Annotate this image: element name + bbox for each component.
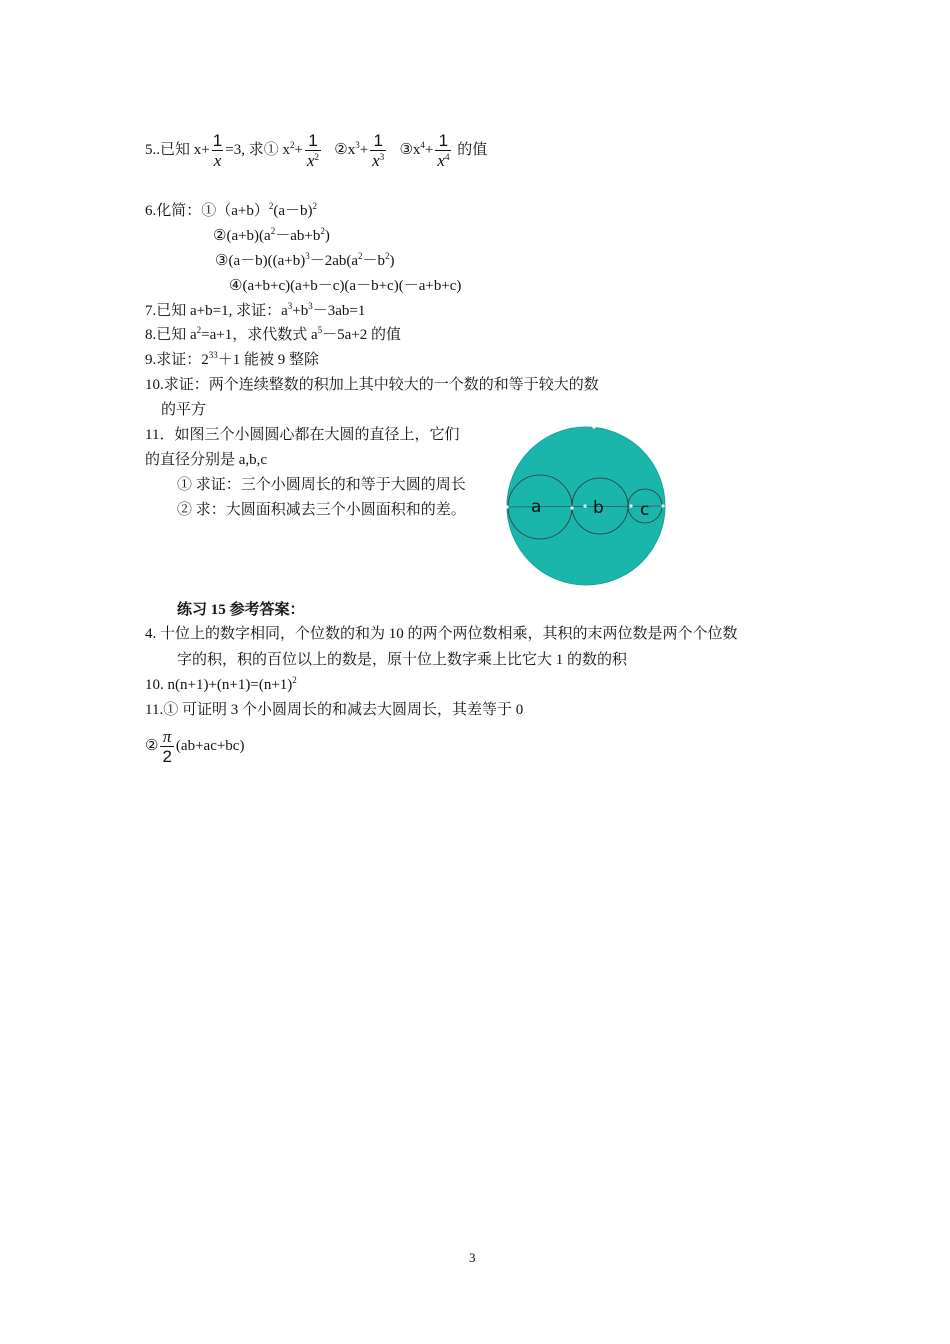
fraction-1-over-x4: $\frac{1}{x^4}$ (437, 131, 450, 171)
answer-10: 10. $n(n+1)+(n+1)=(n+1)^2$ (145, 675, 297, 693)
fraction-1-over-x2: $\frac{1}{x^2}$ (306, 131, 319, 171)
question-8: 8.已知 $a^2=a+1$，求代数式 $a^5-5a+2$ 的值 (145, 325, 402, 343)
point-left (505, 505, 508, 508)
label-c: c (640, 500, 650, 520)
label-a: a (531, 497, 542, 517)
point-c-center (629, 504, 632, 507)
question-9: 9.求证：$2^{33}+1$ 能被 9 整除 (145, 350, 320, 368)
point-b-center (583, 504, 586, 507)
q5-suffix: 的值 (457, 142, 488, 158)
question-5: 5..已知 x+ $\frac{1}{x}$ =3, 求① $x^2+$ $\frac{1}{x^2}$ $②x^3+$ $\frac{1}{x^3}$ $③x^4+$ $\frac{1}{x^4}$ 的值 (145, 131, 488, 171)
fraction-1-over-x: $\frac{1}{x}$ (212, 131, 223, 171)
question-11-item-1: ① 求证：三个小圆周长的和等于大圆的周长 (177, 477, 466, 493)
fraction-pi-over-2: $\frac{\pi}{2}$ (162, 727, 172, 767)
page-number: 3 (469, 1250, 476, 1265)
answer-11-part-2: ② $\frac{\pi}{2}$ (ab+ac+bc) (145, 727, 245, 767)
q5-prefix: 5..已知 x+ (145, 142, 210, 158)
question-6-part-3: $③(a-b)((a+b)^3-2ab(a^2-b^2)$ (215, 251, 395, 269)
question-6-title: 6.化简：$①(a+b)^2(a-b)^2$ (145, 201, 318, 219)
answer-4-line-2: 字的积，积的百位以上的数是，原十位上数字乘上比它大 1 的数的积 (177, 652, 628, 668)
question-11-line-1: 11．如图三个小圆圆心都在大圆的直径上，它们 (145, 427, 460, 443)
question-10-line-2: 的平方 (161, 402, 207, 418)
question-11-line-2: 的直径分别是 a,b,c (145, 452, 268, 468)
point-ab (570, 506, 573, 509)
question-11-item-2: ② 求：大圆面积减去三个小圆面积和的差。 (177, 502, 466, 518)
question-6-part-4: ④(a+b+c)(a+b－c)(a－b+c)(－a+b+c) (229, 278, 462, 294)
circles-figure (500, 420, 675, 592)
answers-title: 练习 15 参考答案： (177, 602, 305, 618)
label-b: b (593, 498, 604, 518)
question-7: 7.已知 a+b=1, 求证：$a^3+b^3-3ab=1$ (145, 301, 366, 319)
point-right (661, 504, 664, 507)
q5-mid1: =3, 求① x (225, 142, 290, 158)
fraction-1-over-x3: $\frac{1}{x^3}$ (372, 131, 385, 171)
point-top (592, 425, 595, 428)
answer-11-part-1: 11.① 可证明 3 个小圆周长的和减去大圆周长，其差等于 0 (145, 702, 524, 718)
answer-4-line-1: 4. 十位上的数字相同，个位数的和为 10 的两个两位数相乘，其积的末两位数是两个个位数 (145, 626, 738, 642)
question-6-part-2: $②(a+b)(a^2-ab+b^2)$ (213, 226, 330, 244)
q5-mid2: ②x (334, 142, 356, 158)
question-10-line-1: 10.求证：两个连续整数的积加上其中较大的一个数的和等于较大的数 (145, 377, 599, 393)
q5-mid3: ③x (399, 142, 421, 158)
